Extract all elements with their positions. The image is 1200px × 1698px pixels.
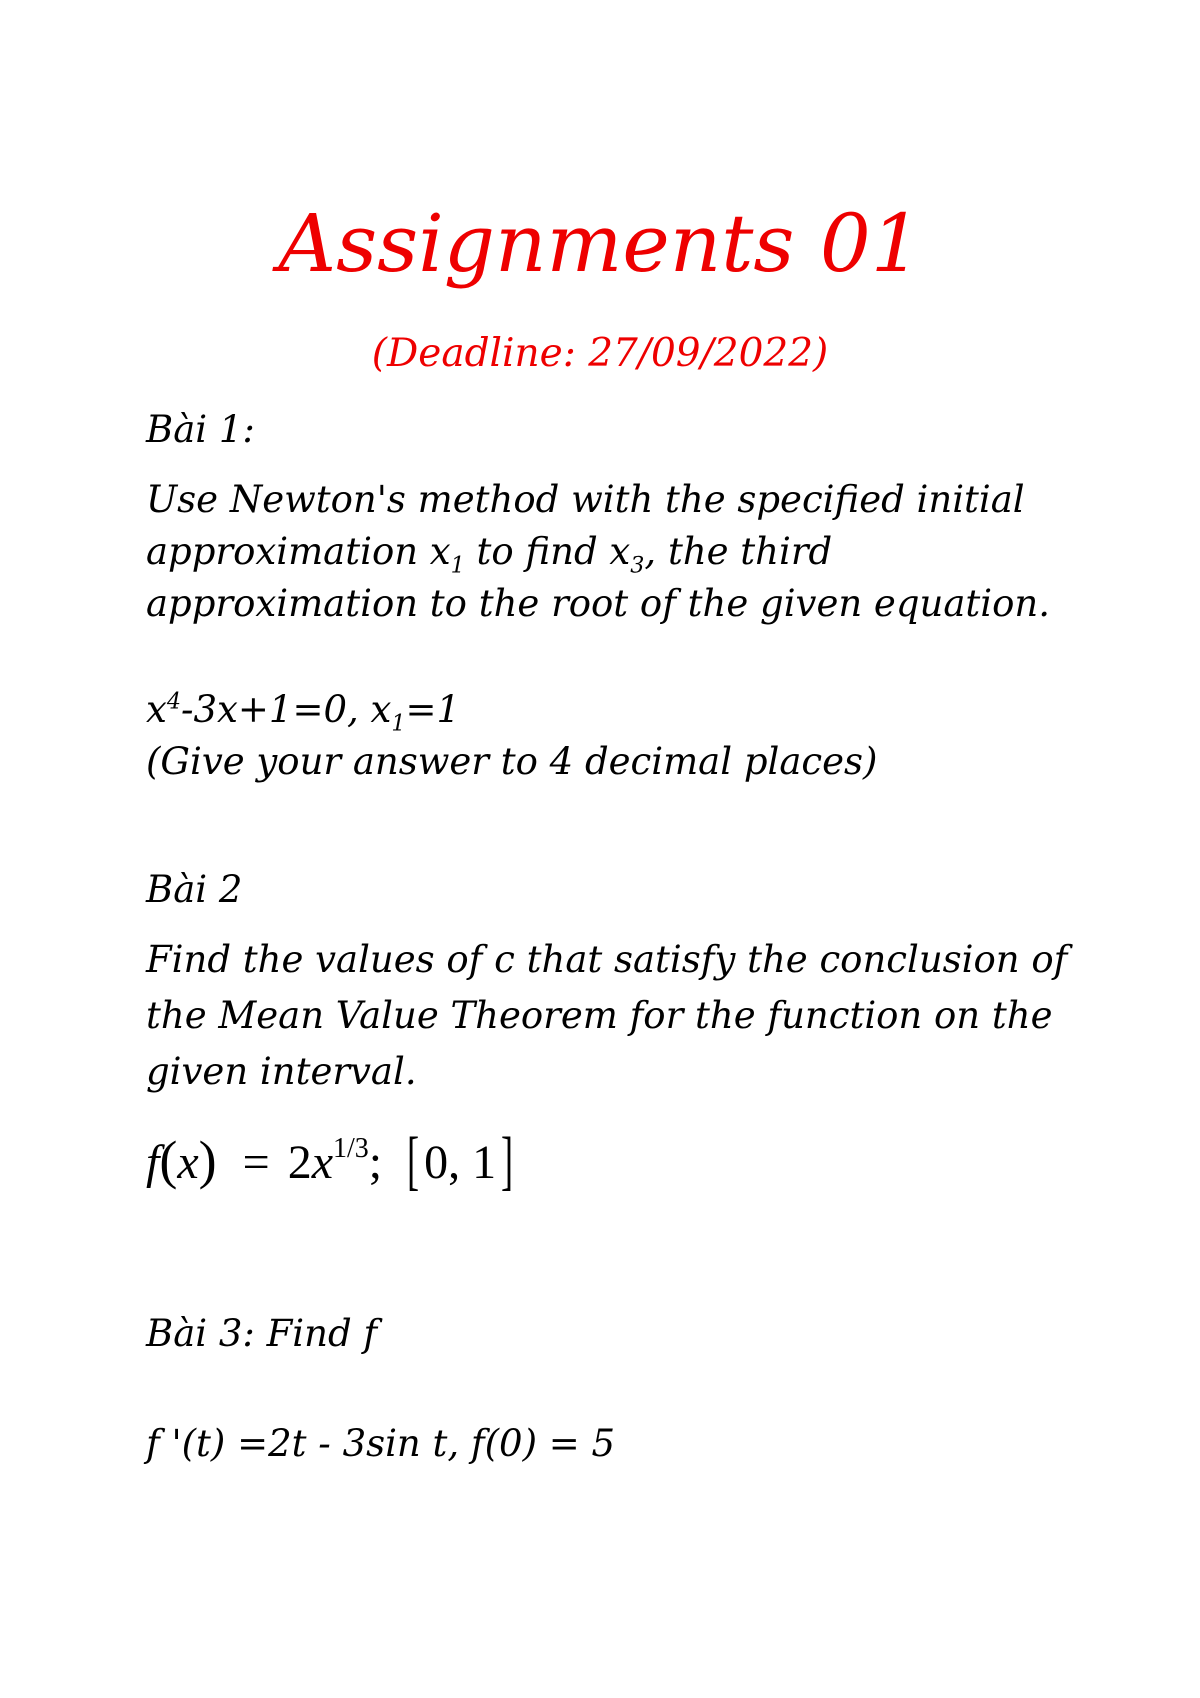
problem1-line2-part-c: , the third <box>644 530 833 573</box>
problem1-eq-part-c: =1 <box>405 688 461 731</box>
problem1-eq-part-b: -3x+1=0, x <box>181 688 392 731</box>
formula-right-paren: ) <box>198 1130 217 1190</box>
problem1-line2-subscript-1: 1 <box>450 552 465 579</box>
problem1-heading: Bài 1: <box>146 408 255 451</box>
problem1-line2 <box>146 528 833 579</box>
problem2-line1: Find the values of c that satisfy the conclusion of <box>146 938 1068 981</box>
formula-equals: = <box>242 1136 270 1189</box>
problem1-line1: Use Newton's method with the specified initial <box>146 478 1025 521</box>
problem2-line2: the Mean Value Theorem for the function on the <box>146 994 1053 1037</box>
deadline-subtitle: (Deadline: 27/09/2022) <box>371 331 829 376</box>
formula-right-bracket: ] <box>501 1124 514 1197</box>
formula-left-bracket: [ <box>407 1124 420 1197</box>
problem2-line3: given interval. <box>146 1050 417 1093</box>
problem1-eq-subscript: 1 <box>391 710 406 737</box>
formula-semicolon: ; <box>368 1136 383 1189</box>
problem1-line2-part-a: approximation x <box>146 530 451 573</box>
problem1-note: (Give your answer to 4 decimal places) <box>146 740 878 783</box>
formula-f: f <box>146 1136 160 1189</box>
problem1-eq-part-a: x <box>146 688 167 731</box>
page-title: Assignments 01 <box>278 197 922 290</box>
problem1-equation <box>146 686 461 737</box>
problem1-line2-part-b: to find x <box>464 530 631 573</box>
formula-variable: x <box>311 1136 334 1189</box>
problem3-heading: Bài 3: Find f <box>146 1312 378 1355</box>
problem2-heading: Bài 2 <box>146 868 243 911</box>
formula-coefficient: 2 <box>287 1136 312 1189</box>
problem1-eq-superscript: 4 <box>166 688 181 715</box>
formula-exponent: 1/3 <box>333 1133 369 1164</box>
formula-interval: 0, 1 <box>424 1136 497 1189</box>
problem3-equation: f '(t) =2t - 3sin t, f(0) = 5 <box>146 1422 616 1465</box>
formula-left-paren: ( <box>159 1130 178 1190</box>
problem2-formula <box>146 1124 518 1197</box>
problem1-line2-subscript-3: 3 <box>630 552 645 579</box>
formula-x: x <box>177 1136 199 1189</box>
problem1-line3: approximation to the root of the given equation. <box>146 582 1050 625</box>
